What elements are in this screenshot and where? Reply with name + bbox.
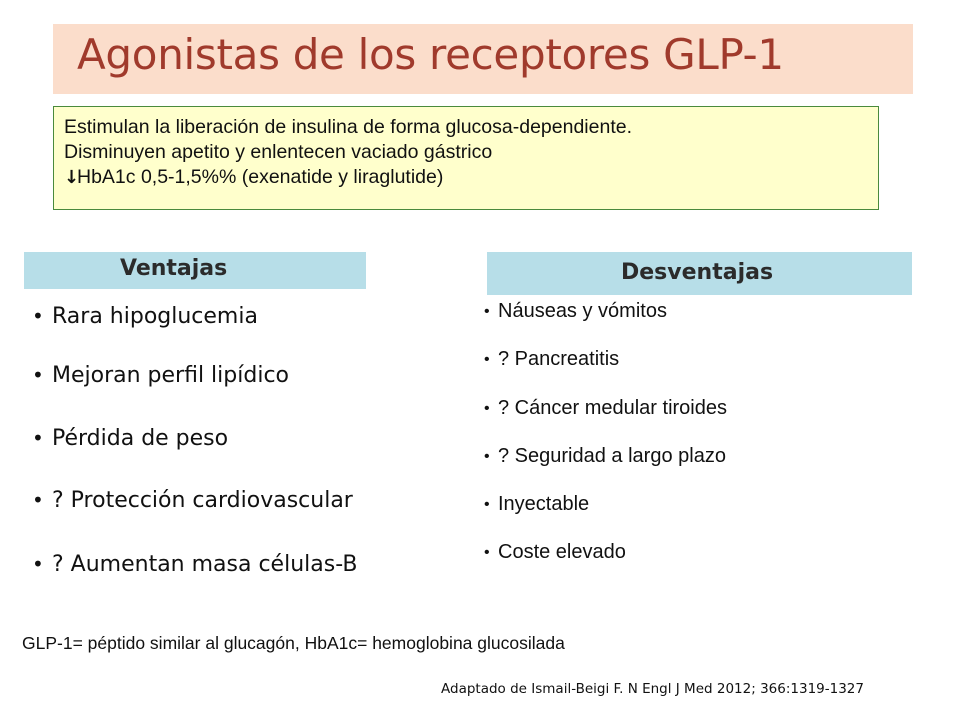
info-box (53, 106, 879, 210)
info-line-3-text: HbA1c 0,5-1,5%% (exenatide y liraglutide) (77, 166, 444, 188)
down-arrow-icon: ↓ (64, 167, 80, 188)
ventajas-header: Ventajas (24, 252, 366, 289)
info-line-1: Estimulan la liberación de insulina de forma glucosa-dependiente. (64, 116, 633, 138)
source-reference: Adaptado de Ismail-Beigi F. N Engl J Med 2012; 366:1319-1327 (441, 681, 864, 697)
desventajas-header: Desventajas (487, 252, 912, 295)
info-line-2: Disminuyen apetito y enlentecen vaciado gástrico (64, 141, 493, 163)
info-line-3 (64, 165, 878, 190)
abbreviations-footnote: GLP-1= péptido similar al glucagón, HbA1c= hemoglobina glucosilada (22, 633, 565, 653)
slide-title: Agonistas de los receptores GLP-1 (77, 30, 784, 79)
title-banner (53, 24, 913, 94)
